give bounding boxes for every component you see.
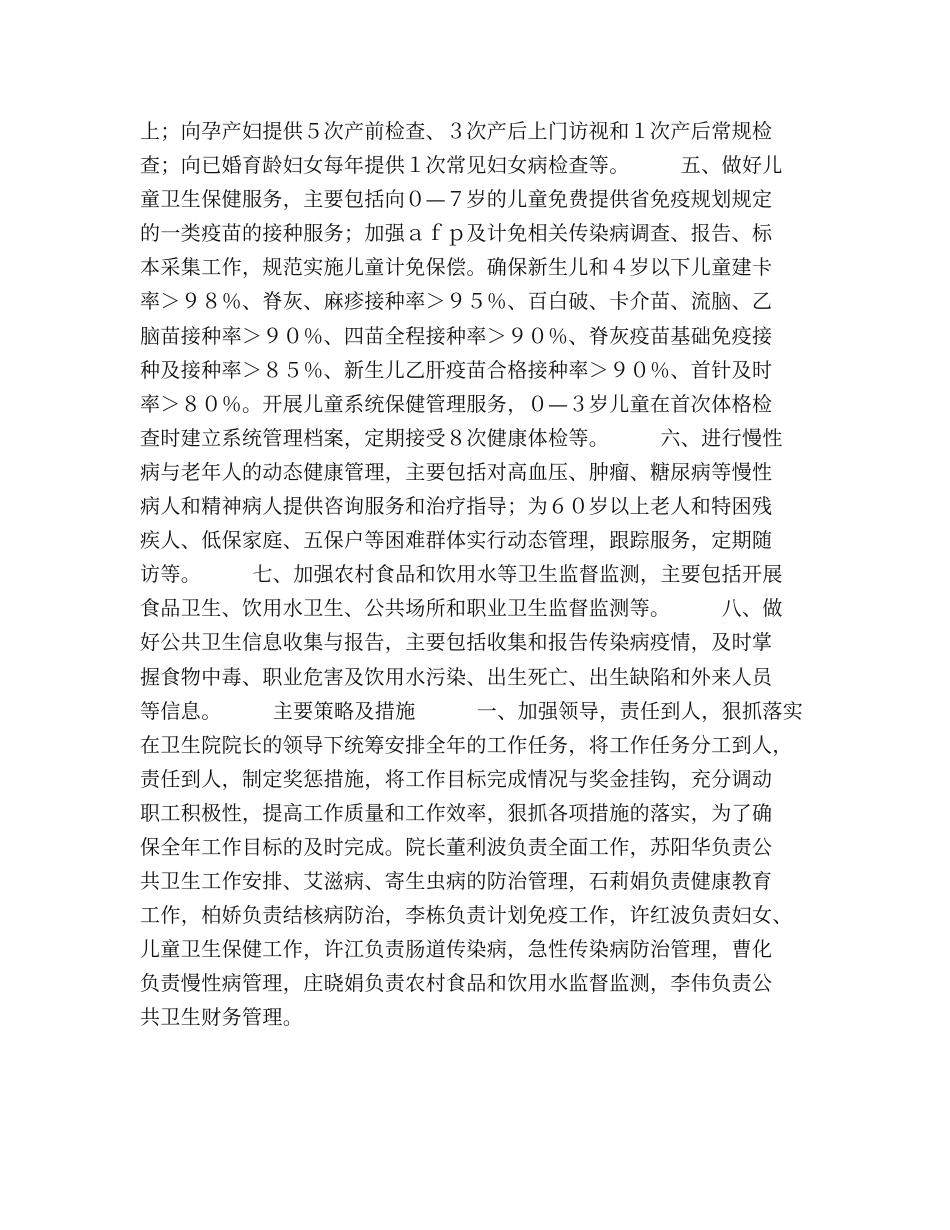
- text-line: 脑苗接种率＞９０％、四苗全程接种率＞９０％、脊灰疫苗基础免疫接: [140, 323, 773, 348]
- text-line: 儿童卫生保健工作，许江负责肠道传染病，急性传染病防治管理，曹化: [140, 937, 773, 962]
- text-line: 的一类疫苗的接种服务；加强ａｆｐ及计免相关传染病调查、报告、标: [140, 221, 773, 246]
- text-line: 率＞９８％、脊灰、麻疹接种率＞９５％、百白破、卡介苗、流脑、乙: [140, 289, 773, 314]
- text-line: 共卫生工作安排、艾滋病、寄生虫病的防治管理，石莉娟负责健康教育: [140, 869, 773, 894]
- text-line: 查；向已婚育龄妇女每年提供１次常见妇女病检查等。 五、做好儿: [140, 153, 783, 178]
- text-line: 保全年工作目标的及时完成。院长董利波负责全面工作，苏阳华负责公: [140, 834, 773, 859]
- text-line: 本采集工作，规范实施儿童计免保偿。确保新生儿和４岁以下儿童建卡: [140, 255, 773, 280]
- text-line: 上；向孕产妇提供５次产前检查、３次产后上门访视和１次产后常规检: [140, 119, 773, 143]
- text-line: 好公共卫生信息收集与报告，主要包括收集和报告传染病疫情，及时掌: [140, 630, 773, 655]
- text-line: 病人和精神病人提供咨询服务和治疗指导；为６０岁以上老人和特困残: [140, 494, 773, 519]
- text-line: 责任到人，制定奖惩措施，将工作目标完成情况与奖金挂钩，充分调动: [140, 766, 773, 791]
- text-line: 访等。 七、加强农村食品和饮用水等卫生监督监测，主要包括开展: [140, 562, 783, 587]
- text-line: 查时建立系统管理档案，定期接受８次健康体检等。 六、进行慢性: [140, 425, 783, 450]
- text-line: 等信息。 主要策略及措施 一、加强领导，责任到人，狠抓落实: [140, 698, 804, 723]
- text-line: 职工积极性，提高工作质量和工作效率，狠抓各项措施的落实，为了确: [140, 800, 773, 825]
- text-line: 工作，柏娇负责结核病防治，李栋负责计划免疫工作，许红波负责妇女、: [140, 903, 793, 928]
- text-line: 在卫生院院长的领导下统筹安排全年的工作任务，将工作任务分工到人，: [140, 732, 793, 757]
- text-line: 握食物中毒、职业危害及饮用水污染、出生死亡、出生缺陷和外来人员: [140, 664, 773, 689]
- body-text: [140, 114, 820, 1035]
- text-line: 率＞８０％。开展儿童系统保健管理服务，０—３岁儿童在首次体格检: [140, 391, 773, 416]
- text-line: 负责慢性病管理，庄晓娟负责农村食品和饮用水监督监测，李伟负责公: [140, 971, 773, 996]
- text-line: 食品卫生、饮用水卫生、公共场所和职业卫生监督监测等。 八、做: [140, 596, 783, 621]
- text-line: 疾人、低保家庭、五保户等困难群体实行动态管理，跟踪服务，定期随: [140, 528, 773, 553]
- text-line: 共卫生财务管理。: [140, 1005, 304, 1030]
- text-line: 病与老年人的动态健康管理，主要包括对高血压、肿瘤、糖尿病等慢性: [140, 459, 773, 484]
- text-line: 童卫生保健服务，主要包括向０—７岁的儿童免费提供省免疫规划规定: [140, 187, 773, 212]
- text-line: 种及接种率＞８５％、新生儿乙肝疫苗合格接种率＞９０％、首针及时: [140, 357, 773, 382]
